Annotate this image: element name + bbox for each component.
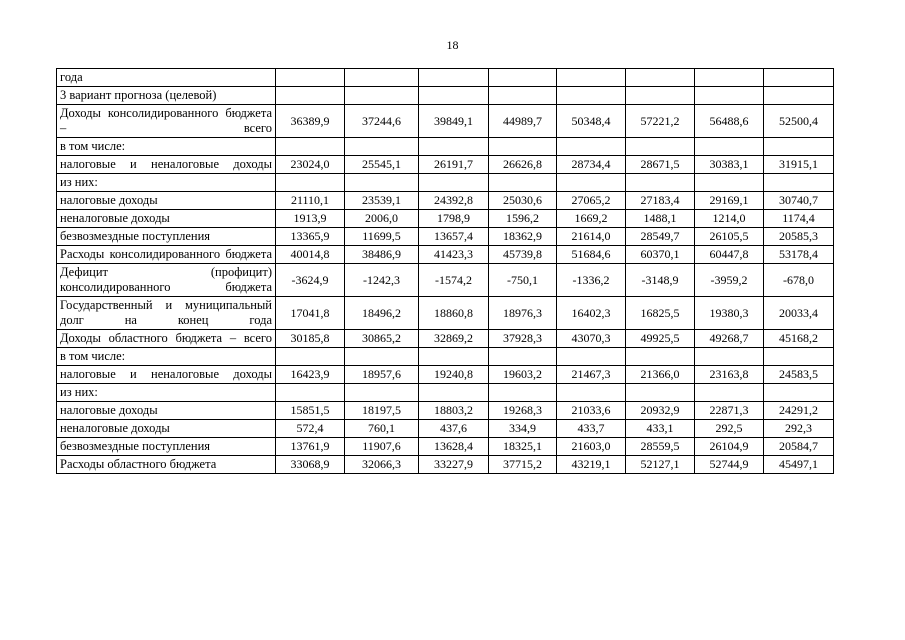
row-value-cell: 25545,1	[345, 156, 419, 174]
page-number: 18	[446, 38, 459, 52]
row-value-cell	[489, 87, 557, 105]
table-row	[57, 192, 834, 210]
row-label: налоговые доходы	[57, 402, 276, 420]
row-value-cell: 38486,9	[345, 246, 419, 264]
row-value-cell: 33227,9	[419, 456, 489, 474]
row-value-cell	[345, 69, 419, 87]
row-value-cell: 32066,3	[345, 456, 419, 474]
row-value-cell	[626, 384, 695, 402]
table-row	[57, 456, 834, 474]
table-row	[57, 174, 834, 192]
row-value-cell: 23539,1	[345, 192, 419, 210]
row-value-cell: 21603,0	[557, 438, 626, 456]
row-value-cell	[695, 174, 764, 192]
row-value-cell: -1336,2	[557, 264, 626, 297]
row-value-cell: 24392,8	[419, 192, 489, 210]
row-value-cell: 45168,2	[764, 330, 834, 348]
row-value-cell: 1174,4	[764, 210, 834, 228]
row-value-cell	[345, 87, 419, 105]
row-value-cell	[695, 384, 764, 402]
row-value-cell: 26104,9	[695, 438, 764, 456]
row-value-cell	[345, 348, 419, 366]
table-row	[57, 366, 834, 384]
row-value-cell: 60370,1	[626, 246, 695, 264]
row-label: налоговые и неналоговые доходы	[57, 156, 276, 174]
row-value-cell: 13657,4	[419, 228, 489, 246]
row-value-cell	[764, 174, 834, 192]
row-value-cell: 18860,8	[419, 297, 489, 330]
row-value-cell: 60447,8	[695, 246, 764, 264]
row-value-cell: 572,4	[276, 420, 345, 438]
row-value-cell	[764, 348, 834, 366]
row-value-cell: 27183,4	[626, 192, 695, 210]
row-value-cell: 1214,0	[695, 210, 764, 228]
row-value-cell: 11907,6	[345, 438, 419, 456]
row-value-cell: 57221,2	[626, 105, 695, 138]
row-value-cell: 21033,6	[557, 402, 626, 420]
row-value-cell: -750,1	[489, 264, 557, 297]
row-value-cell: -3148,9	[626, 264, 695, 297]
row-value-cell	[489, 384, 557, 402]
row-value-cell	[419, 138, 489, 156]
row-value-cell: 45739,8	[489, 246, 557, 264]
row-value-cell: 1488,1	[626, 210, 695, 228]
row-value-cell: 2006,0	[345, 210, 419, 228]
row-value-cell	[345, 138, 419, 156]
row-value-cell: 28549,7	[626, 228, 695, 246]
row-value-cell: 30185,8	[276, 330, 345, 348]
row-value-cell: -1574,2	[419, 264, 489, 297]
row-value-cell: 437,6	[419, 420, 489, 438]
row-value-cell: 18496,2	[345, 297, 419, 330]
row-value-cell: 433,7	[557, 420, 626, 438]
row-label: в том числе:	[57, 138, 276, 156]
row-value-cell: 16423,9	[276, 366, 345, 384]
row-label: из них:	[57, 384, 276, 402]
row-label: 3 вариант прогноза (целевой)	[57, 87, 276, 105]
row-value-cell: 41423,3	[419, 246, 489, 264]
row-value-cell	[695, 348, 764, 366]
row-value-cell	[557, 384, 626, 402]
row-value-cell: 30865,2	[345, 330, 419, 348]
table-row	[57, 246, 834, 264]
row-value-cell: 44989,7	[489, 105, 557, 138]
row-value-cell	[276, 384, 345, 402]
row-label: безвозмездные поступления	[57, 228, 276, 246]
row-value-cell	[626, 138, 695, 156]
row-label: года	[57, 69, 276, 87]
row-label: Дефицит (профицит) консолидированного бюджета	[57, 264, 276, 297]
row-value-cell	[764, 138, 834, 156]
row-value-cell: 29169,1	[695, 192, 764, 210]
row-label: налоговые доходы	[57, 192, 276, 210]
row-value-cell: 50348,4	[557, 105, 626, 138]
row-label: неналоговые доходы	[57, 210, 276, 228]
row-value-cell: 19268,3	[489, 402, 557, 420]
row-value-cell	[557, 69, 626, 87]
row-value-cell	[345, 384, 419, 402]
row-label: Расходы консолидированного бюджета	[57, 246, 276, 264]
row-value-cell: 26626,8	[489, 156, 557, 174]
row-value-cell: 25030,6	[489, 192, 557, 210]
row-value-cell	[695, 87, 764, 105]
row-value-cell	[276, 174, 345, 192]
row-value-cell: 18362,9	[489, 228, 557, 246]
row-value-cell: 1669,2	[557, 210, 626, 228]
table-row	[57, 348, 834, 366]
row-value-cell: 24583,5	[764, 366, 834, 384]
row-value-cell: 28671,5	[626, 156, 695, 174]
row-value-cell: 24291,2	[764, 402, 834, 420]
row-value-cell: 292,5	[695, 420, 764, 438]
row-value-cell: 21110,1	[276, 192, 345, 210]
row-value-cell: 16402,3	[557, 297, 626, 330]
row-value-cell: 40014,8	[276, 246, 345, 264]
row-value-cell	[557, 174, 626, 192]
row-value-cell	[695, 138, 764, 156]
row-value-cell: -678,0	[764, 264, 834, 297]
table-row	[57, 330, 834, 348]
row-value-cell: 26105,5	[695, 228, 764, 246]
row-value-cell	[764, 69, 834, 87]
table-row	[57, 297, 834, 330]
row-value-cell	[489, 348, 557, 366]
row-value-cell: -3624,9	[276, 264, 345, 297]
row-value-cell: 31915,1	[764, 156, 834, 174]
row-label: неналоговые доходы	[57, 420, 276, 438]
row-value-cell: 37715,2	[489, 456, 557, 474]
row-value-cell: 334,9	[489, 420, 557, 438]
table-row	[57, 384, 834, 402]
row-value-cell: 43219,1	[557, 456, 626, 474]
row-value-cell	[419, 174, 489, 192]
row-value-cell: 23024,0	[276, 156, 345, 174]
row-value-cell: 13365,9	[276, 228, 345, 246]
row-value-cell: 18197,5	[345, 402, 419, 420]
row-value-cell: 11699,5	[345, 228, 419, 246]
row-value-cell	[557, 87, 626, 105]
row-value-cell: 52744,9	[695, 456, 764, 474]
row-value-cell: 37928,3	[489, 330, 557, 348]
row-value-cell: 1798,9	[419, 210, 489, 228]
row-value-cell: 22871,3	[695, 402, 764, 420]
row-value-cell: 23163,8	[695, 366, 764, 384]
table-row	[57, 87, 834, 105]
row-value-cell: 21614,0	[557, 228, 626, 246]
row-value-cell: 49268,7	[695, 330, 764, 348]
budget-forecast-table	[56, 68, 834, 474]
row-value-cell	[489, 69, 557, 87]
table-row	[57, 438, 834, 456]
row-value-cell: 28734,4	[557, 156, 626, 174]
row-value-cell	[276, 138, 345, 156]
table-row	[57, 105, 834, 138]
table-body	[57, 69, 834, 474]
row-label: Доходы областного бюджета – всего	[57, 330, 276, 348]
row-value-cell: 51684,6	[557, 246, 626, 264]
row-value-cell: 19240,8	[419, 366, 489, 384]
row-value-cell: 32869,2	[419, 330, 489, 348]
row-value-cell	[276, 87, 345, 105]
table-row	[57, 138, 834, 156]
row-value-cell: 433,1	[626, 420, 695, 438]
row-value-cell: 13628,4	[419, 438, 489, 456]
row-value-cell	[419, 87, 489, 105]
row-value-cell: 30740,7	[764, 192, 834, 210]
row-label: Расходы областного бюджета	[57, 456, 276, 474]
row-value-cell: 18976,3	[489, 297, 557, 330]
row-value-cell: 36389,9	[276, 105, 345, 138]
row-value-cell: 26191,7	[419, 156, 489, 174]
row-value-cell	[276, 348, 345, 366]
table-row	[57, 156, 834, 174]
row-value-cell: 1596,2	[489, 210, 557, 228]
row-value-cell	[557, 138, 626, 156]
row-label: Доходы консолидированного бюджета – всего	[57, 105, 276, 138]
row-value-cell: 18803,2	[419, 402, 489, 420]
row-value-cell	[626, 348, 695, 366]
table-row	[57, 402, 834, 420]
row-value-cell: 17041,8	[276, 297, 345, 330]
row-value-cell: 49925,5	[626, 330, 695, 348]
row-value-cell: 19380,3	[695, 297, 764, 330]
row-value-cell: 53178,4	[764, 246, 834, 264]
table-row	[57, 228, 834, 246]
row-value-cell: 13761,9	[276, 438, 345, 456]
row-value-cell: 16825,5	[626, 297, 695, 330]
row-value-cell: -1242,3	[345, 264, 419, 297]
table-row	[57, 69, 834, 87]
table-row	[57, 210, 834, 228]
table-row	[57, 264, 834, 297]
row-label: Государственный и муниципальный долг на конец года	[57, 297, 276, 330]
row-value-cell: 20584,7	[764, 438, 834, 456]
row-value-cell: 15851,5	[276, 402, 345, 420]
row-value-cell: 27065,2	[557, 192, 626, 210]
row-label: налоговые и неналоговые доходы	[57, 366, 276, 384]
row-value-cell	[345, 174, 419, 192]
row-value-cell: 20585,3	[764, 228, 834, 246]
row-value-cell: 19603,2	[489, 366, 557, 384]
row-value-cell: 18957,6	[345, 366, 419, 384]
row-value-cell	[557, 348, 626, 366]
row-value-cell	[695, 69, 764, 87]
row-value-cell: 45497,1	[764, 456, 834, 474]
row-value-cell: 21366,0	[626, 366, 695, 384]
row-value-cell	[419, 384, 489, 402]
row-value-cell	[489, 174, 557, 192]
row-value-cell: 292,3	[764, 420, 834, 438]
row-label: в том числе:	[57, 348, 276, 366]
row-value-cell	[626, 69, 695, 87]
row-value-cell: 20932,9	[626, 402, 695, 420]
row-value-cell: 21467,3	[557, 366, 626, 384]
row-value-cell	[626, 87, 695, 105]
row-value-cell: 30383,1	[695, 156, 764, 174]
row-value-cell: 37244,6	[345, 105, 419, 138]
row-value-cell	[764, 87, 834, 105]
row-label: из них:	[57, 174, 276, 192]
row-value-cell: 39849,1	[419, 105, 489, 138]
row-value-cell: 18325,1	[489, 438, 557, 456]
row-value-cell: 56488,6	[695, 105, 764, 138]
row-value-cell	[276, 69, 345, 87]
row-value-cell	[489, 138, 557, 156]
row-value-cell	[419, 348, 489, 366]
row-value-cell: 52500,4	[764, 105, 834, 138]
row-value-cell: 20033,4	[764, 297, 834, 330]
row-value-cell	[764, 384, 834, 402]
row-value-cell: -3959,2	[695, 264, 764, 297]
row-value-cell: 43070,3	[557, 330, 626, 348]
row-value-cell: 28559,5	[626, 438, 695, 456]
row-value-cell: 760,1	[345, 420, 419, 438]
row-value-cell	[626, 174, 695, 192]
row-value-cell: 52127,1	[626, 456, 695, 474]
row-value-cell: 1913,9	[276, 210, 345, 228]
table-row	[57, 420, 834, 438]
row-label: безвозмездные поступления	[57, 438, 276, 456]
row-value-cell: 33068,9	[276, 456, 345, 474]
row-value-cell	[419, 69, 489, 87]
